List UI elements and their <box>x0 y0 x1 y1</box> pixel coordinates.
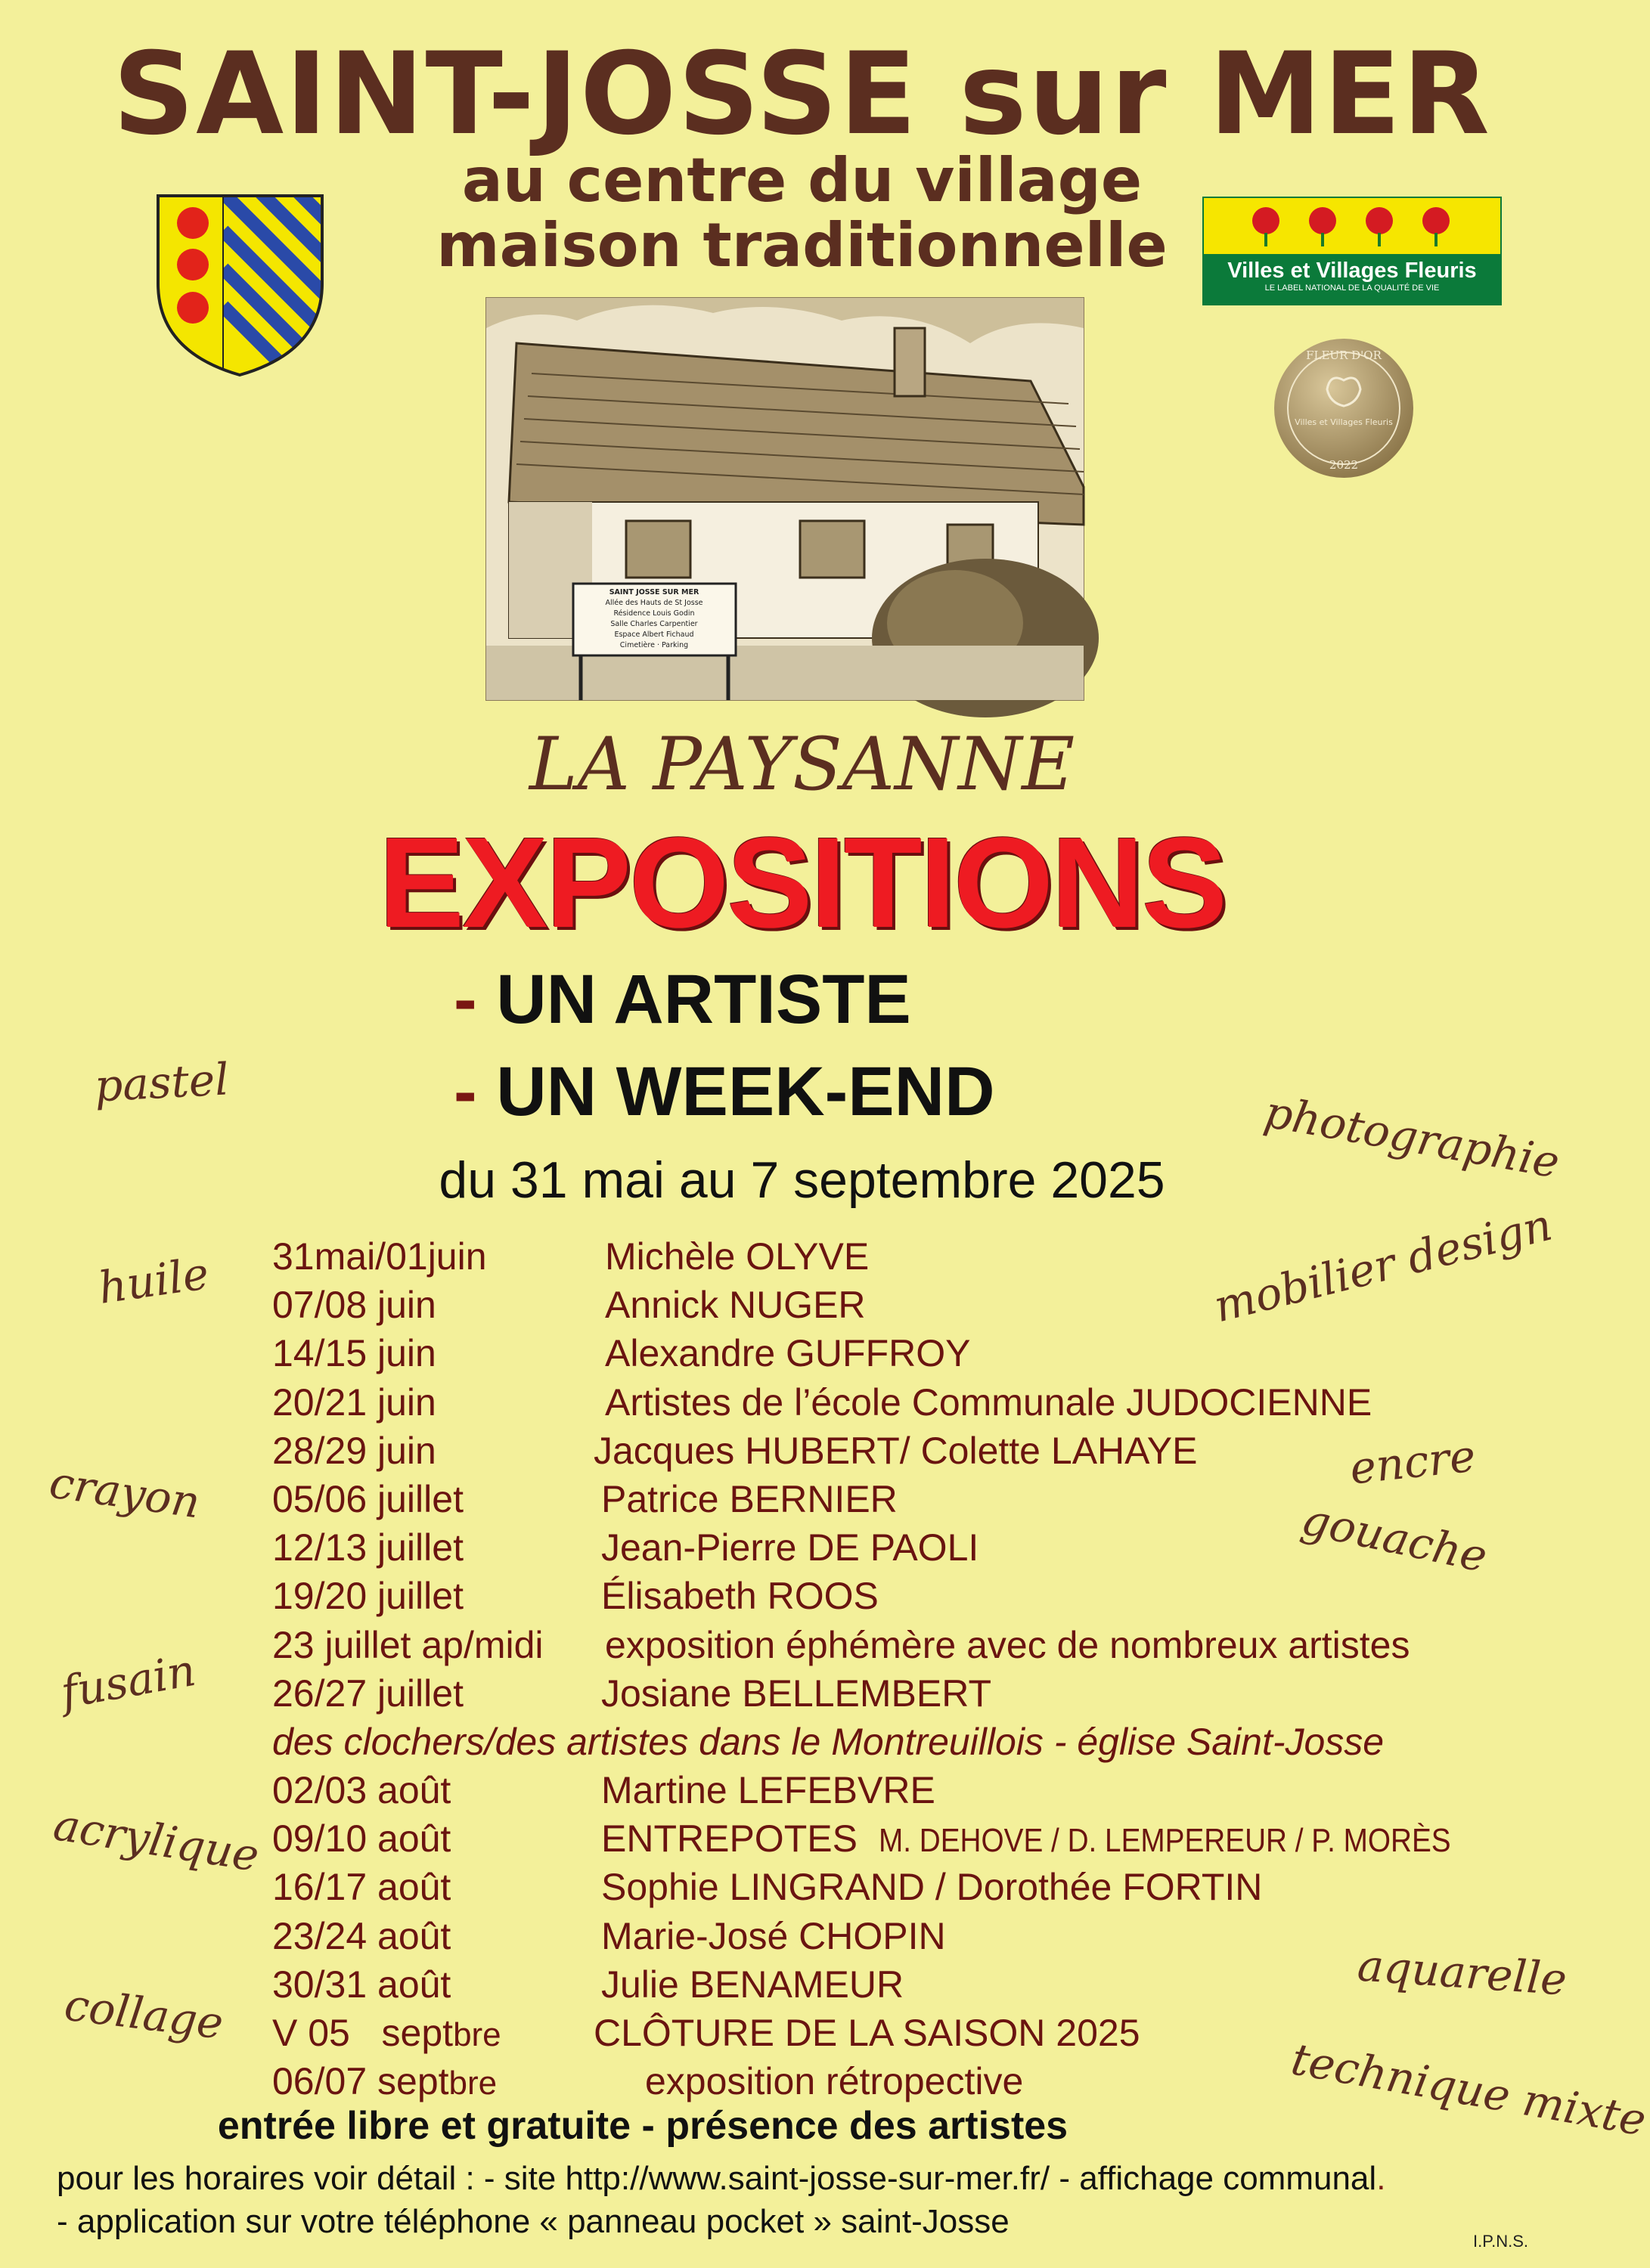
house-sketch-icon <box>486 298 1084 700</box>
schedule-artist: CLÔTURE DE LA SAISON 2025 <box>594 2012 1140 2054</box>
schedule-date: 09/10 août <box>272 1817 451 1861</box>
schedule-artist: Michèle OLYVE <box>605 1235 870 1278</box>
schedule-date: 16/17 août <box>272 1866 451 1909</box>
schedule-date: 26/27 juillet <box>272 1672 464 1715</box>
schedule-note: des clochers/des artistes dans le Montreuillois - église Saint-Josse <box>272 1720 1385 1763</box>
free-entry-notice: entrée libre et gratuite - présence des artistes <box>217 2104 1068 2148</box>
sign-line-6: Cimetière · Parking <box>619 641 689 649</box>
schedule-artist: Jean-Pierre DE PAOLI <box>601 1526 979 1569</box>
house-photo <box>485 297 1084 701</box>
list-item <box>272 1814 1558 1863</box>
schedule-artist: Élisabeth ROOS <box>601 1575 879 1618</box>
tagline-dash: - <box>454 961 497 1038</box>
sign-line-4: Salle Charles Carpentier <box>610 620 698 628</box>
tagline-artist-text: UN ARTISTE <box>496 961 911 1038</box>
schedule-artist: exposition éphémère avec de nombreux artistes <box>605 1623 1410 1666</box>
collective-name: ENTREPOTES <box>601 1817 858 1861</box>
technique-fusain: fusain <box>57 1644 200 1719</box>
list-item <box>272 1572 1558 1620</box>
medal-year: 2022 <box>1329 458 1359 472</box>
sign-line-2: Allée des Hauts de St Josse <box>605 599 703 607</box>
technique-encre: encre <box>1347 1430 1478 1495</box>
schedule-artist: Annick NUGER <box>605 1284 866 1327</box>
list-item <box>272 1766 1558 1814</box>
tagline-dash: - <box>454 1053 497 1130</box>
schedule-artist: Alexandre GUFFROY <box>605 1332 971 1375</box>
date-month-suffix: bre <box>453 2016 501 2053</box>
list-item <box>272 1669 1558 1718</box>
technique-huile: huile <box>95 1247 212 1314</box>
schedule-artist: exposition rétropective <box>645 2060 1024 2103</box>
technique-collage: collage <box>61 1978 226 2050</box>
technique-mobilier-design: mobilier design <box>1208 1198 1557 1333</box>
info-line-1-end: . <box>1376 2160 1386 2197</box>
tagline-artist <box>454 960 911 1040</box>
schedule-date: 20/21 juin <box>272 1380 436 1424</box>
poster-title: SAINT-JOSSE sur MER <box>113 29 1491 160</box>
ipns-mark: I.P.N.S. <box>1473 2232 1528 2251</box>
venue-name: LA PAYSANNE <box>529 722 1075 807</box>
sign-line-1: SAINT JOSSE SUR MER <box>609 588 699 596</box>
date-month: sept <box>381 2012 454 2054</box>
technique-aquarelle: aquarelle <box>1355 1939 1569 2006</box>
technique-photographie: photographie <box>1261 1086 1564 1188</box>
schedule-date: 23 juillet ap/midi <box>272 1623 544 1666</box>
schedule-artist: Marie-José CHOPIN <box>601 1914 946 1957</box>
medal-mid-text: Villes et Villages Fleuris <box>1295 417 1393 427</box>
schedule-date <box>272 2009 501 2059</box>
list-item <box>272 1863 1558 1911</box>
technique-crayon: crayon <box>46 1456 203 1529</box>
sign-line-3: Résidence Louis Godin <box>613 609 695 618</box>
schedule-date: 19/20 juillet <box>272 1575 464 1618</box>
schedule-artist: Julie BENAMEUR <box>601 1963 904 2006</box>
list-item <box>272 1329 1558 1377</box>
list-item <box>272 1378 1558 1427</box>
technique-pastel: pastel <box>93 1053 231 1112</box>
schedule-artist: Jacques HUBERT/ Colette LAHAYE <box>594 1429 1198 1472</box>
technique-acrylique: acrylique <box>50 1799 263 1882</box>
schedule-date: 23/24 août <box>272 1914 451 1957</box>
tagline-weekend <box>454 1052 995 1132</box>
schedule-artist: Patrice BERNIER <box>601 1477 898 1520</box>
info-line-1-text: pour les horaires voir détail : - site http://www.saint-josse-sur-mer.fr/ - affichage communal <box>57 2160 1377 2197</box>
collective-members: M. DEHOVE / D. LEMPEREUR / P. MORÈS <box>878 1822 1451 1860</box>
vvf-subtext: LE LABEL NATIONAL DE LA QUALITÉ DE VIE <box>1264 284 1440 293</box>
date-day: V 05 <box>272 2012 350 2054</box>
event-period: du 31 mai au 7 septembre 2025 <box>439 1151 1165 1209</box>
schedule-date: 28/29 juin <box>272 1429 436 1472</box>
schedule-artist <box>601 1814 1529 1865</box>
list-item <box>272 1621 1558 1669</box>
schedule-date: 31mai/01juin <box>272 1235 487 1278</box>
coat-of-arms-icon <box>155 193 325 378</box>
tagline-weekend-text: UN WEEK-END <box>496 1053 995 1130</box>
schedule-date: 07/08 juin <box>272 1284 436 1327</box>
date-day: 06/07 sept <box>272 2060 449 2103</box>
headline-expositions: EXPOSITIONS <box>378 811 1226 955</box>
schedule-date: 05/06 juillet <box>272 1477 464 1520</box>
schedule-artist: Josiane BELLEMBERT <box>601 1672 991 1715</box>
villes-villages-fleuris-logo <box>1202 197 1502 305</box>
schedule-date: 30/31 août <box>272 1963 451 2006</box>
medal-top-text: FLEUR D'OR <box>1306 349 1382 362</box>
fleur-d-or-medal-icon <box>1272 336 1416 480</box>
schedule-artist: Sophie LINGRAND / Dorothée FORTIN <box>601 1866 1263 1909</box>
schedule-date: 14/15 juin <box>272 1332 436 1375</box>
info-line-1 <box>57 2160 1385 2198</box>
list-item <box>272 1718 1558 1766</box>
subtitle-line-1: au centre du village <box>461 145 1143 215</box>
schedule-date <box>272 2057 497 2108</box>
info-line-2: - application sur votre téléphone « panneau pocket » saint-Josse <box>57 2203 1010 2240</box>
schedule-artist: Artistes de l’école Communale JUDOCIENNE <box>605 1380 1372 1424</box>
technique-mixte: technique mixte <box>1287 2033 1650 2146</box>
vvf-text: Villes et Villages Fleuris <box>1227 259 1477 283</box>
schedule-date: 12/13 juillet <box>272 1526 464 1569</box>
technique-gouache: gouache <box>1297 1492 1492 1583</box>
sign-line-5: Espace Albert Fichaud <box>614 631 694 639</box>
flowers-icon <box>1204 198 1500 251</box>
subtitle-line-2: maison traditionnelle <box>436 210 1168 280</box>
schedule-date: 02/03 août <box>272 1769 451 1812</box>
schedule-artist: Martine LEFEBVRE <box>601 1769 935 1812</box>
date-month-suffix: bre <box>448 2065 498 2102</box>
